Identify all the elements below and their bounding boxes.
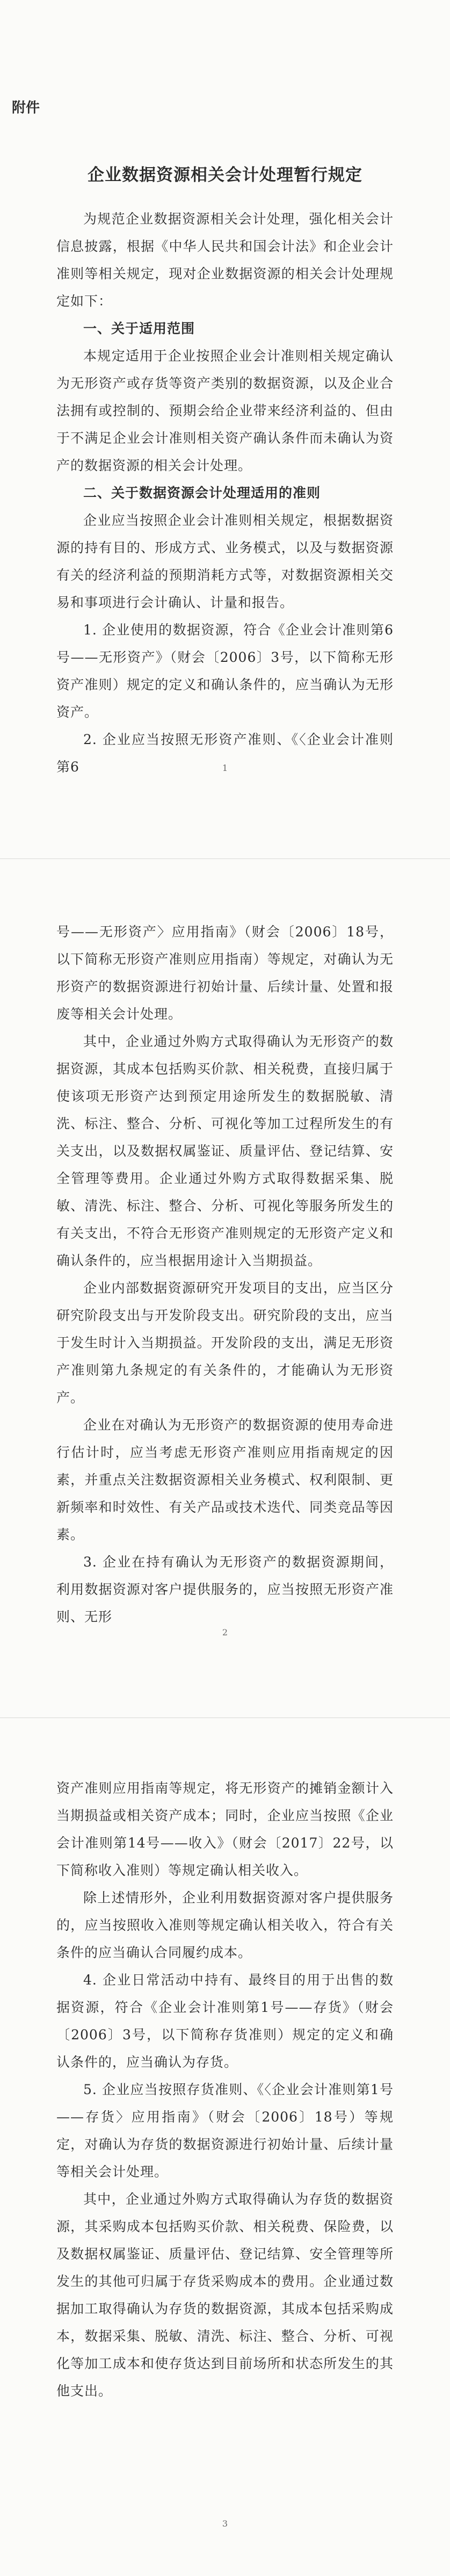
document-page-3 <box>0 1718 450 2576</box>
item-3-paragraph-start: 3. 企业在持有确认为无形资产的数据资源期间，利用数据资源对客户提供服务的，应当按照无形资产准则、无形 <box>56 1554 394 1625</box>
item-5-paragraph: 5. 企业应当按照存货准则、《〈企业会计准则第1号——存货〉应用指南》（财会〔2006〕18号）等规定，对确认为存货的数据资源进行初始计量、后续计量等相关会计处理。 <box>56 2082 394 2180</box>
item-2-paragraph-cont: 号——无形资产〉应用指南》（财会〔2006〕18号，以下简称无形资产准则应用指南）等规定，对确认为无形资产的数据资源进行初始计量、后续计量、处置和报废等相关会计处理。 <box>56 924 394 1022</box>
other-services-paragraph: 除上述情形外，企业利用数据资源对客户提供服务的，应当按照收入准则等规定确认相关收入，符合有关条件的应当确认合同履约成本。 <box>56 1890 394 1960</box>
page-number: 3 <box>222 2519 228 2529</box>
page-3-body <box>56 1774 394 2405</box>
document-page-2 <box>0 859 450 1718</box>
item-2-paragraph-start: 2. 企业应当按照无形资产准则、《〈企业会计准则第6 <box>56 732 394 775</box>
rd-paragraph: 企业内部数据资源研究开发项目的支出，应当区分研究阶段支出与开发阶段支出。研究阶段的支出，应当于发生时计入当期损益。开发阶段的支出，满足无形资产准则第九条规定的有关条件的，才能确认为无形资产。 <box>56 1280 394 1405</box>
intro-paragraph: 为规范企业数据资源相关会计处理，强化相关会计信息披露，根据《中华人民共和国会计法》和企业会计准则等相关规定，现对企业数据资源的相关会计处理规定如下： <box>56 211 394 309</box>
item-4-paragraph: 4. 企业日常活动中持有、最终目的用于出售的数据资源，符合《企业会计准则第1号——存货》（财会〔2006〕3号，以下简称存货准则）规定的定义和确认条件的，应当确认为存货。 <box>56 1972 394 2070</box>
principle-paragraph: 企业应当按照企业会计准则相关规定，根据数据资源的持有目的、形成方式、业务模式，以及与数据资源有关的经济利益的预期消耗方式等，对数据资源相关交易和事项进行会计确认、计量和报告。 <box>56 513 394 610</box>
document-page-1 <box>0 0 450 858</box>
item-1-paragraph: 1. 企业使用的数据资源，符合《企业会计准则第6号——无形资产》（财会〔2006〕3号，以下简称无形资产准则）规定的定义和确认条件的，应当确认为无形资产。 <box>56 622 394 720</box>
purchase-paragraph: 其中，企业通过外购方式取得确认为无形资产的数据资源，其成本包括购买价款、相关税费，直接归属于使该项无形资产达到预定用途所发生的数据脱敏、清洗、标注、整合、分析、可视化等加工过程所发生的有关支出，以及数据权属鉴证、质量评估、登记结算、安全管理等费用。企业通过外购方式取得数据采集、脱敏、清洗、标注、整合、分析、可视化等服务所发生的有关支出，不符合无形资产准则规定的无形资产定义和确认条件的，应当根据用途计入当期损益。 <box>56 1034 394 1268</box>
page-1-body <box>56 205 394 781</box>
section-heading-standards: 二、关于数据资源会计处理适用的准则 <box>83 485 321 501</box>
item-3-paragraph-cont: 资产准则应用指南等规定，将无形资产的摊销金额计入当期损益或相关资产成本；同时，企业应当按照《企业会计准则第14号——收入》（财会〔2017〕22号，以下简称收入准则）等规定确认相关收入。 <box>56 1780 394 1878</box>
page-number: 2 <box>222 1627 228 1637</box>
document-title: 企业数据资源相关会计处理暂行规定 <box>88 165 362 185</box>
page-2-body <box>56 918 394 1630</box>
inventory-cost-paragraph: 其中，企业通过外购方式取得确认为存货的数据资源，其采购成本包括购买价款、相关税费、保险费，以及数据权属鉴证、质量评估、登记结算、安全管理等所发生的其他可归属于存货采购成本的费用。企业通过数据加工取得确认为存货的数据资源，其成本包括采购成本，数据采集、脱敏、清洗、标注、整合、分析、可视化等加工成本和使存货达到目前场所和状态所发生的其他支出。 <box>56 2191 394 2399</box>
section-heading-scope: 一、关于适用范围 <box>83 321 195 336</box>
scope-paragraph: 本规定适用于企业按照企业会计准则相关规定确认为无形资产或存货等资产类别的数据资源，以及企业合法拥有或控制的、预期会给企业带来经济利益的、但由于不满足企业会计准则相关资产确认条件而未确认为资产的数据资源的相关会计处理。 <box>56 348 394 473</box>
useful-life-paragraph: 企业在对确认为无形资产的数据资源的使用寿命进行估计时，应当考虑无形资产准则应用指南规定的因素，并重点关注数据资源相关业务模式、权利限制、更新频率和时效性、有关产品或技术迭代、同类竞品等因素。 <box>56 1417 394 1542</box>
attachment-label: 附件 <box>12 100 40 116</box>
page-number: 1 <box>222 763 228 773</box>
